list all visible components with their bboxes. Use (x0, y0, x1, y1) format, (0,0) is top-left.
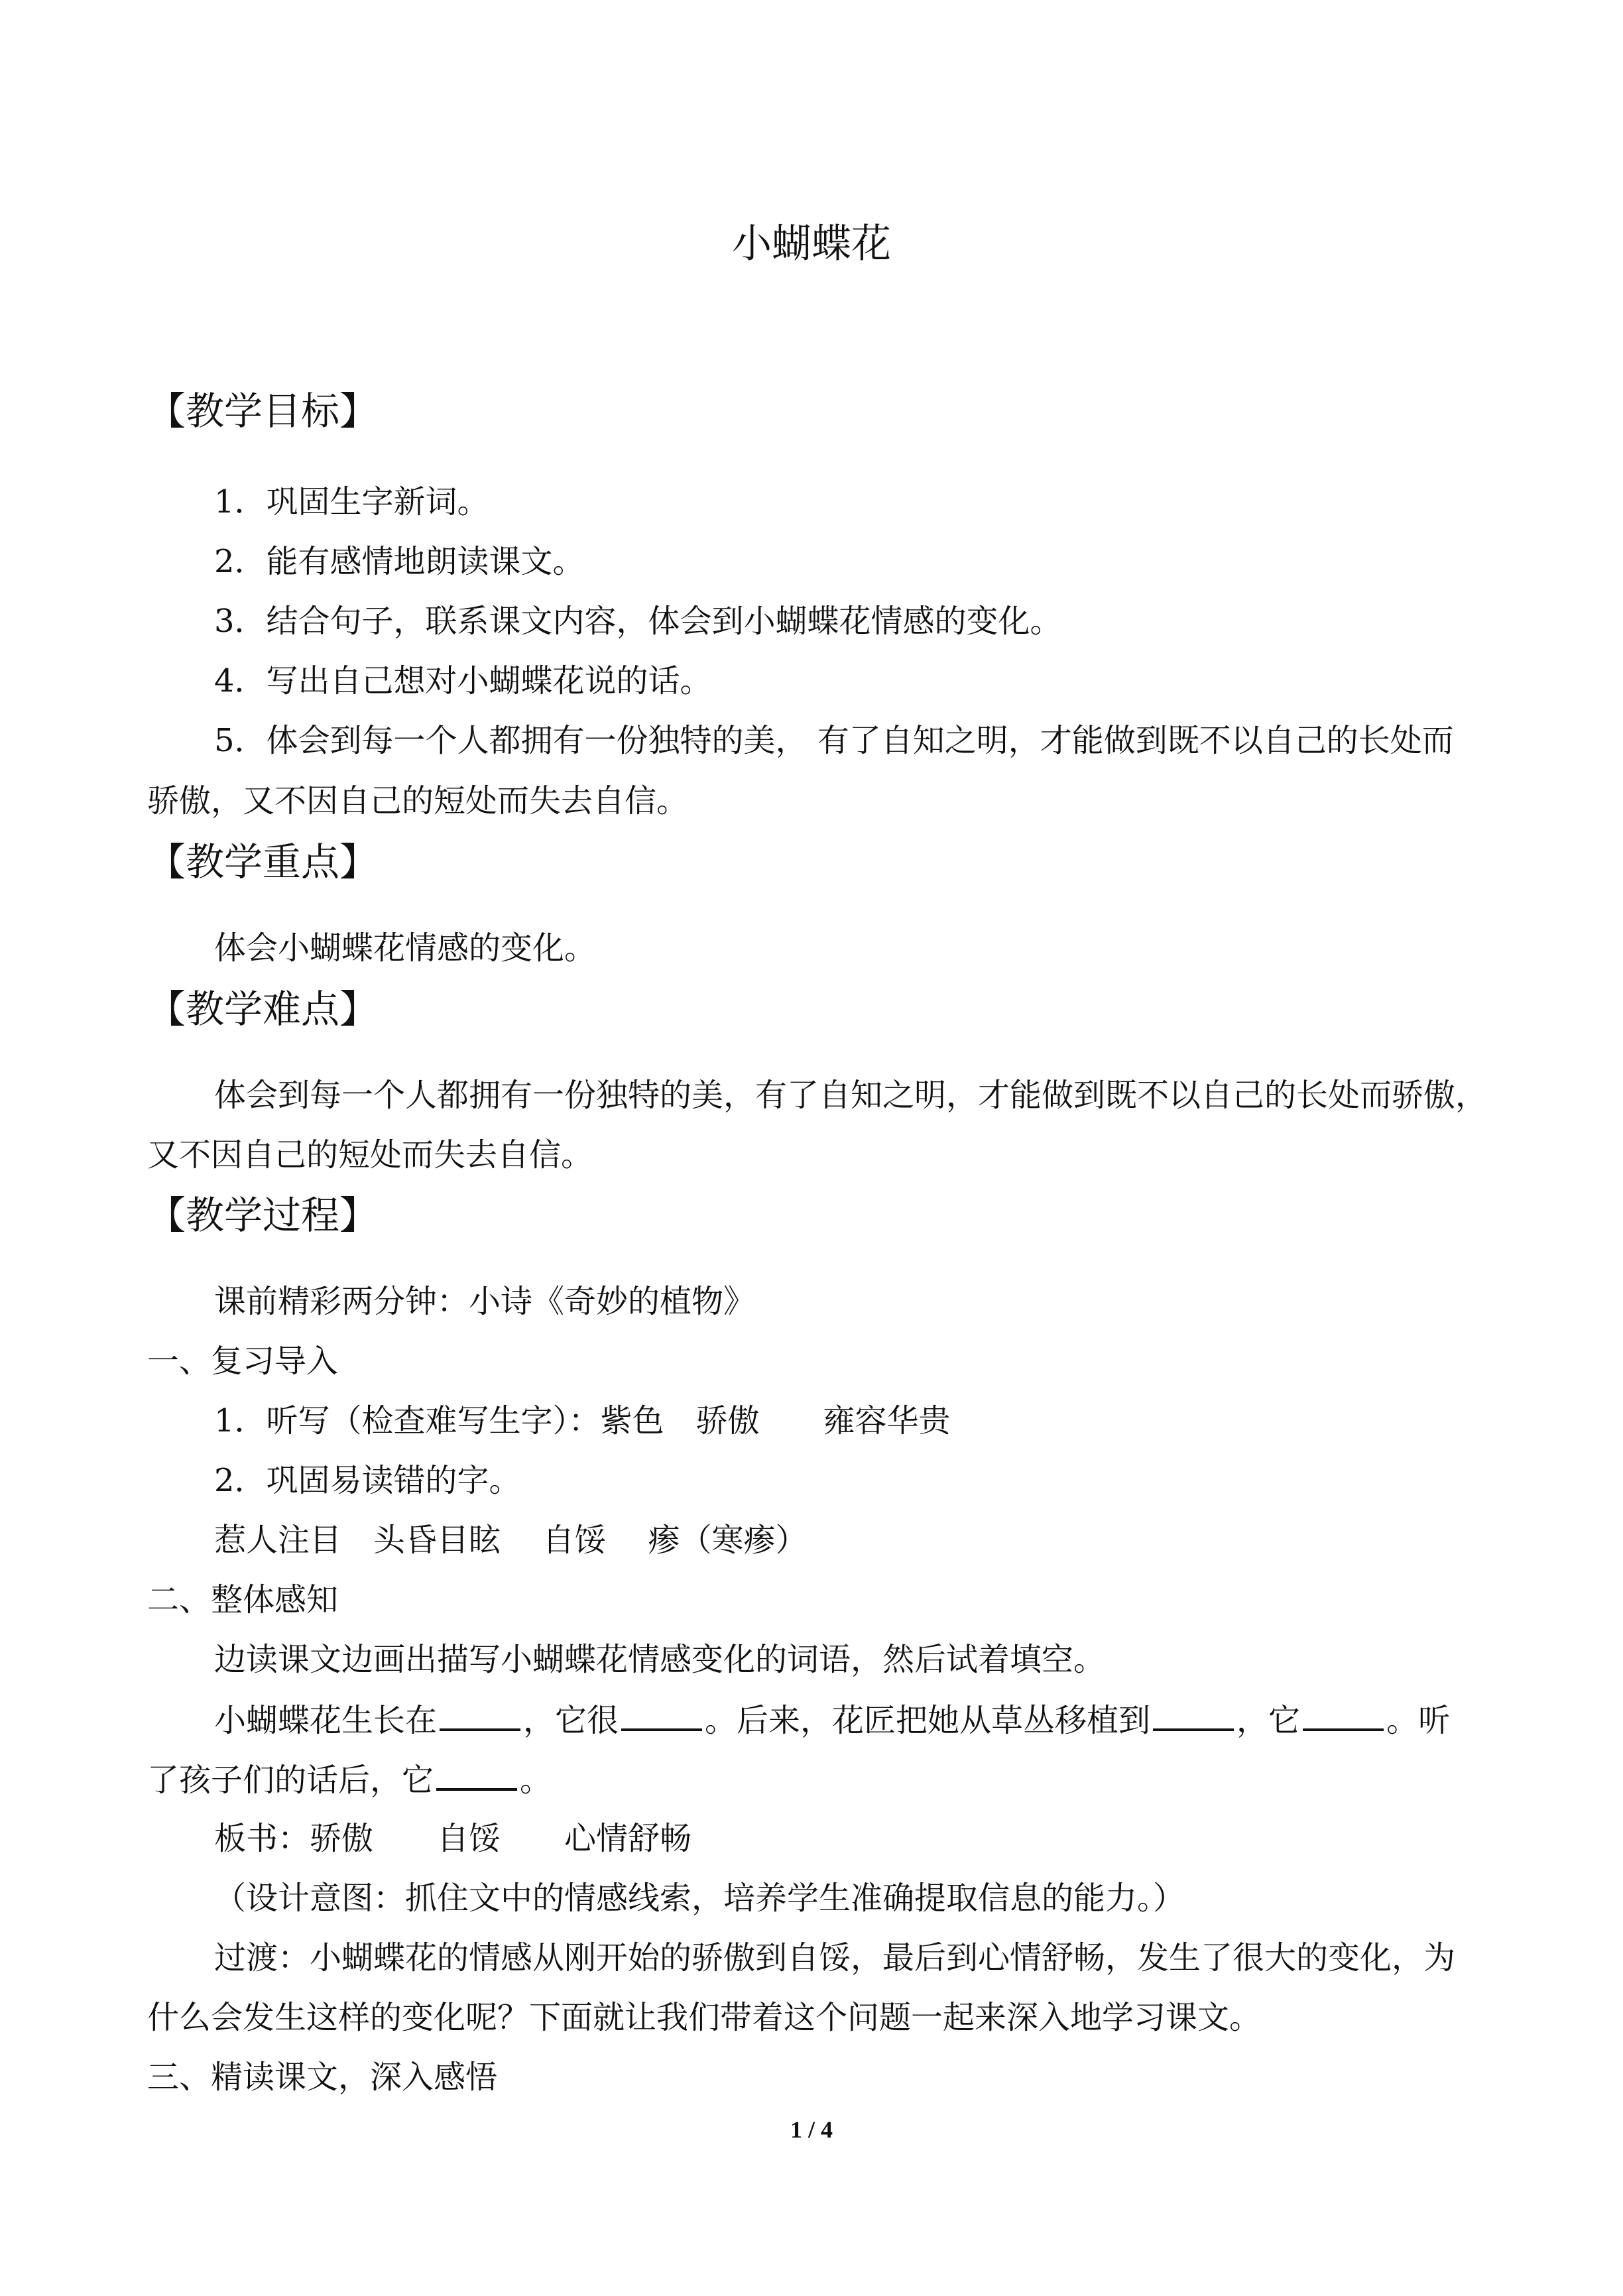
process-intro: 课前精彩两分钟：小诗《奇妙的植物》 (214, 1283, 756, 1320)
part2-title: 二、整体感知 (147, 1581, 339, 1618)
part1-title: 一、复习导入 (147, 1343, 339, 1380)
part1-item2: 2．巩固易读错的字。 (214, 1462, 521, 1499)
part3-title: 三、精读课文，深入感悟 (147, 2059, 498, 2096)
fill-text: 了孩子们的话后，它 (147, 1762, 434, 1799)
page-title: 小蝴蝶花 (732, 221, 891, 267)
objective-item: 3．结合句子，联系课文内容，体会到小蝴蝶花情感的变化。 (214, 603, 1062, 640)
fill-text: ，它 (1236, 1702, 1301, 1739)
transition-line2: 什么会发生这样的变化呢？下面就让我们带着这个问题一起来深入地学习课文。 (147, 1999, 1262, 2036)
board-notes: 板书：骄傲 自馁 心情舒畅 (214, 1820, 692, 1857)
objective-item: 4．写出自己想对小蝴蝶花说的话。 (214, 662, 712, 699)
design-intent: （设计意图：抓住文中的情感线索，培养学生准确提取信息的能力。） (214, 1880, 1185, 1917)
objective-item: 5．体会到每一个人都拥有一份独特的美， 有了自知之明，才能做到既不以自己的长处而 (214, 722, 1454, 759)
difficulties-text-line1: 体会到每一个人都拥有一份独特的美，有了自知之明，才能做到既不以自己的长处而骄傲， (214, 1077, 1488, 1114)
fill-text: 。后来，花匠把她从草丛移植到 (705, 1702, 1151, 1739)
process-heading: 【教学过程】 (147, 1193, 379, 1238)
difficulties-heading: 【教学难点】 (147, 987, 379, 1032)
fill-text: 小蝴蝶花生长在 (214, 1702, 438, 1739)
fill-blank (1303, 1699, 1384, 1731)
objective-item: 1．巩固生字新词。 (214, 483, 489, 520)
fill-blank (436, 1759, 517, 1791)
transition-line1: 过渡：小蝴蝶花的情感从刚开始的骄傲到自馁，最后到心情舒畅，发生了很大的变化，为 (214, 1939, 1456, 1976)
keypoints-text: 体会小蝴蝶花情感的变化。 (214, 930, 597, 967)
fill-in-sentence-continued (147, 1759, 552, 1800)
fill-blank (1153, 1699, 1234, 1731)
part1-item1: 1．听写（检查难写生字）：紫色 骄傲 雍容华贵 (214, 1402, 951, 1439)
page-number: 1 / 4 (790, 2116, 833, 2143)
fill-text: ，它很 (523, 1702, 619, 1739)
part2-instruction: 边读课文边画出描写小蝴蝶花情感变化的词语，然后试着填空。 (214, 1641, 1106, 1678)
part1-words: 惹人注目 头昏目眩 自馁 瘆（寒瘆） (214, 1522, 808, 1559)
keypoints-heading: 【教学重点】 (147, 839, 379, 884)
difficulties-text-line2: 又不因自己的短处而失去自信。 (147, 1136, 593, 1174)
objective-item: 2．能有感情地朗读课文。 (214, 543, 585, 580)
fill-in-sentence (214, 1699, 1450, 1740)
fill-blank (621, 1699, 702, 1731)
objectives-heading: 【教学目标】 (147, 389, 379, 434)
objective-item-continued: 骄傲，又不因自己的短处而失去自信。 (147, 782, 689, 819)
fill-blank (440, 1699, 520, 1731)
fill-text: 。 (520, 1762, 552, 1799)
fill-text: 。听 (1386, 1702, 1451, 1739)
